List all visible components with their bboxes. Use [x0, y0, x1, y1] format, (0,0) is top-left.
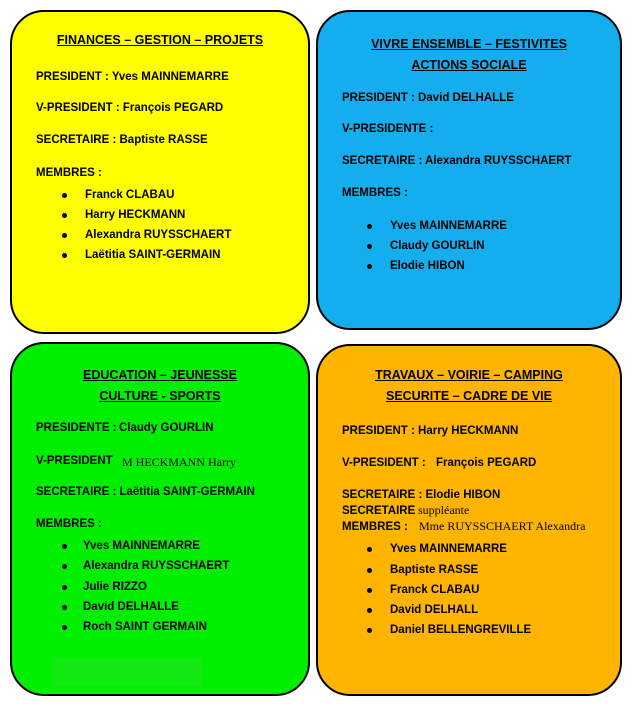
card-title-line1: VIVRE ENSEMBLE – FESTIVITES — [371, 37, 567, 51]
member-item: Franck CLABAU — [85, 189, 175, 201]
bullet-icon — [367, 568, 372, 573]
vice-president-label: V-PRESIDENT : — [342, 457, 426, 469]
vice-president-line: V-PRESIDENT : François PEGARD — [36, 102, 224, 114]
president-line: PRESIDENT : David DELHALLE — [342, 92, 514, 104]
bullet-icon — [367, 547, 372, 552]
bullet-icon — [367, 264, 372, 269]
bullet-icon — [62, 253, 67, 258]
card-title: FINANCES – GESTION – PROJETS — [56, 33, 264, 47]
bullet-icon — [62, 544, 67, 549]
member-item: Roch SAINT GERMAIN — [83, 621, 207, 633]
bullet-icon — [367, 628, 372, 633]
secretaire-suppleante-label: SECRETAIRE — [342, 505, 416, 517]
member-item: Yves MAINNEMARRE — [390, 543, 507, 555]
member-item: Yves MAINNEMARRE — [390, 220, 507, 232]
membres-label: MEMBRES : — [342, 187, 408, 199]
membres-label: MEMBRES : — [36, 167, 102, 179]
presidente-label: PRESIDENTE : — [36, 422, 117, 434]
member-item: Harry HECKMANN — [85, 209, 186, 221]
membres-extra: Mme RUYSSCHAERT Alexandra — [419, 519, 586, 533]
member-item: David DELHALLE — [83, 601, 179, 613]
bullet-icon — [367, 224, 372, 229]
member-item: David DELHALL — [390, 604, 479, 616]
bullet-icon — [62, 233, 67, 238]
bullet-icon — [62, 564, 67, 569]
member-item: Claudy GOURLIN — [390, 240, 485, 252]
vice-president-name: François PEGARD — [436, 457, 537, 469]
card-title-line1: EDUCATION – JEUNESSE — [83, 368, 237, 382]
bullet-icon — [62, 605, 67, 610]
bullet-icon — [367, 588, 372, 593]
member-item: Baptiste RASSE — [390, 564, 479, 576]
member-item: Franck CLABAU — [390, 584, 480, 596]
secretaire-line: SECRETAIRE : Elodie HIBON — [342, 489, 501, 501]
vice-president-name: M HECKMANN Harry — [122, 455, 236, 469]
vice-presidente-line: V-PRESIDENTE : — [342, 123, 434, 135]
member-item: Julie RIZZO — [83, 581, 147, 593]
bullet-icon — [62, 585, 67, 590]
card-title-line2: ACTIONS SOCIALE — [411, 58, 527, 72]
bullet-icon — [62, 193, 67, 198]
card-title-line2: CULTURE - SPORTS — [99, 389, 221, 403]
bullet-icon — [62, 213, 67, 218]
membres-label: MEMBRES : — [342, 521, 408, 533]
member-item: Alexandra RUYSSCHAERT — [85, 229, 232, 241]
member-item: Daniel BELLENGREVILLE — [390, 624, 532, 636]
bullet-icon — [367, 608, 372, 613]
presidente-name: Claudy GOURLIN — [119, 422, 214, 434]
secretaire-suppleante-value: suppléante — [418, 503, 470, 517]
bullet-icon — [62, 625, 67, 630]
card-title-line2: SECURITE – CADRE DE VIE — [385, 389, 552, 403]
member-item: Elodie HIBON — [390, 260, 465, 272]
highlight-blot — [52, 658, 202, 686]
secretaire-line: SECRETAIRE : Baptiste RASSE — [36, 134, 208, 146]
member-item: Alexandra RUYSSCHAERT — [83, 560, 230, 572]
member-item: Laëtitia SAINT-GERMAIN — [85, 249, 221, 261]
president-line: PRESIDENT : Harry HECKMANN — [342, 425, 519, 437]
card-title-line1: TRAVAUX – VOIRIE – CAMPING — [375, 368, 563, 382]
bullet-icon — [367, 244, 372, 249]
membres-label: MEMBRES : — [36, 518, 102, 530]
secretaire-line: SECRETAIRE : Alexandra RUYSSCHAERT — [342, 155, 572, 167]
secretaire-line: SECRETAIRE : Laëtitia SAINT-GERMAIN — [36, 486, 255, 498]
vice-president-label: V-PRESIDENT — [36, 455, 113, 467]
member-item: Yves MAINNEMARRE — [83, 540, 200, 552]
president-line: PRESIDENT : Yves MAINNEMARRE — [36, 71, 229, 83]
